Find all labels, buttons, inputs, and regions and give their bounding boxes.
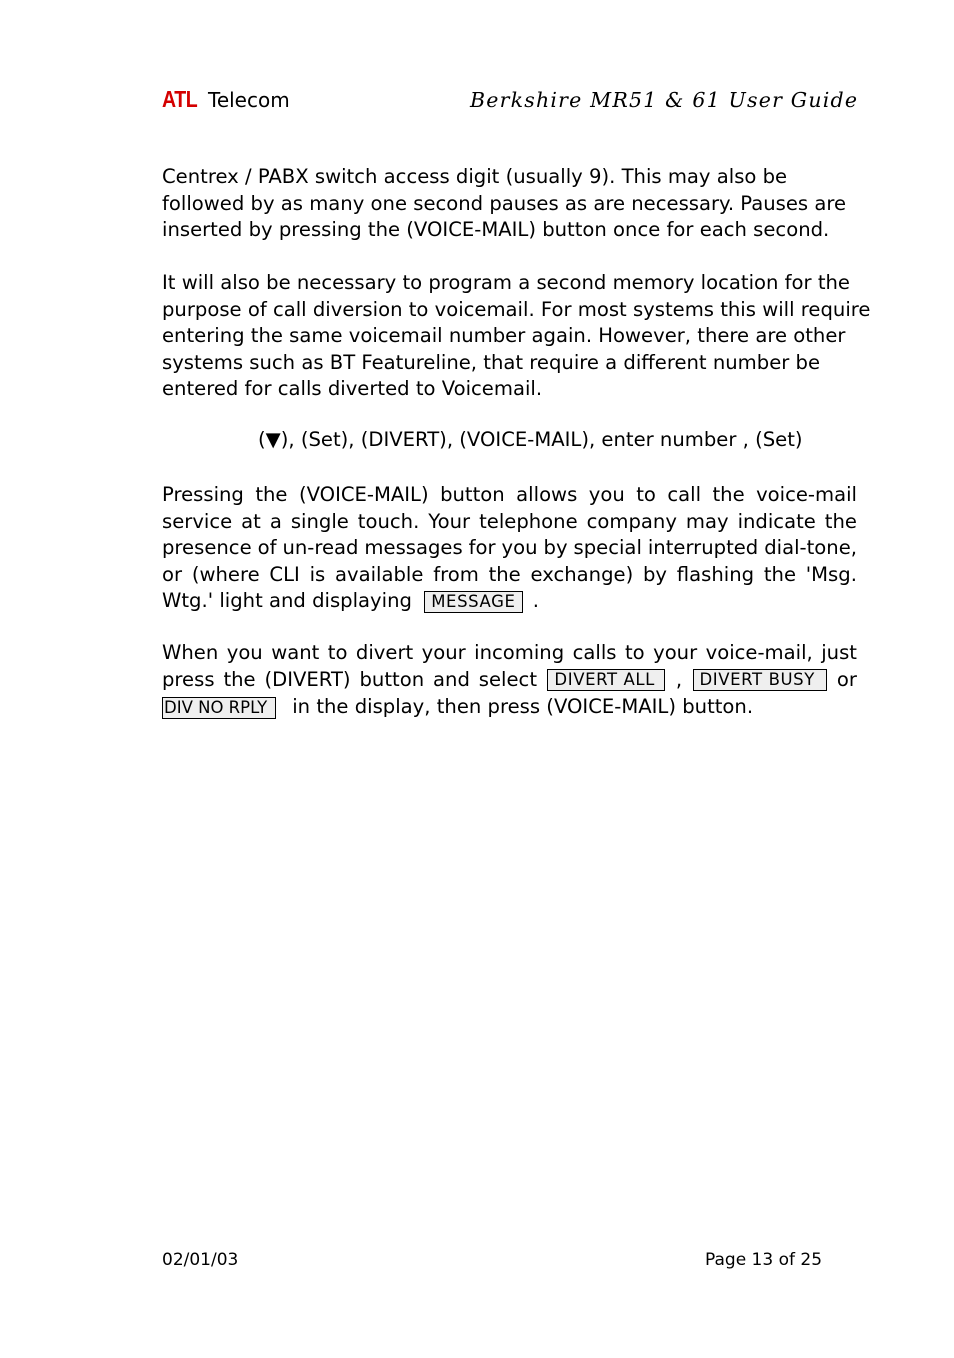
word: at: [241, 509, 261, 533]
footer-date: 02/01/03: [162, 1250, 239, 1270]
word: presence: [162, 536, 252, 559]
word: button: [440, 483, 505, 506]
word: Pressing: [162, 483, 244, 506]
word: you: [226, 641, 263, 664]
guide-title: Berkshire MR51 & 61 User Guide: [470, 88, 859, 112]
justified-line: [162, 667, 857, 694]
word: CLI: [269, 562, 300, 586]
word: Your: [428, 509, 471, 533]
text-fragment: .: [532, 589, 539, 612]
word: call: [667, 483, 702, 506]
word: divert: [355, 641, 414, 664]
justified-line: [162, 482, 857, 509]
word: select: [478, 667, 537, 691]
word: a: [269, 509, 282, 533]
word: 'Msg.: [805, 562, 857, 586]
justified-line: [162, 509, 857, 536]
paragraph-divert: [162, 640, 857, 721]
word: un-read: [282, 536, 359, 559]
text-fragment: in the display, then press (VOICE-MAIL) button.: [292, 695, 754, 718]
word: interrupted: [647, 536, 759, 559]
text-line: entered for calls diverted to Voicemail.: [162, 377, 543, 400]
brand-logo: [162, 86, 290, 116]
justified-line: [162, 535, 857, 562]
word: the: [223, 667, 256, 691]
brand-name: Telecom: [208, 88, 290, 112]
text-line: It will also be necessary to program a second memory location for the: [162, 271, 850, 294]
word: for: [468, 536, 496, 559]
word: to: [624, 641, 645, 664]
word: allows: [516, 483, 578, 506]
word: When: [162, 641, 219, 664]
word: voice-mail,: [705, 641, 813, 664]
word: from: [433, 562, 479, 586]
word: messages: [364, 536, 463, 559]
word: of: [257, 536, 277, 559]
paragraph-second-memory: [162, 270, 871, 403]
brand-mark: ATL: [162, 86, 198, 112]
word: is: [309, 562, 326, 586]
text-line: Centrex / PABX switch access digit (usually 9). This may also be: [162, 165, 788, 188]
word: indicate: [737, 509, 816, 533]
word: by: [642, 562, 668, 586]
text-line: systems such as BT Featureline, that require a different number be: [162, 350, 821, 374]
word: service: [162, 509, 233, 533]
word: telephone: [479, 509, 578, 533]
word: calls: [572, 641, 617, 664]
word: your: [421, 641, 466, 664]
word: button: [359, 667, 425, 691]
word: you: [588, 483, 625, 506]
word: want: [271, 641, 320, 664]
word: [162, 667, 537, 694]
text-line: entering the same voicemail number again. However, there are other: [162, 324, 846, 347]
word: single: [290, 509, 349, 533]
word: exchange): [530, 562, 634, 586]
word: available: [334, 562, 424, 586]
key-sequence-instruction: (▼), (Set), (DIVERT), (VOICE-MAIL), enter number , (Set): [258, 428, 803, 451]
word: by: [543, 536, 568, 559]
text-line: inserted by pressing the (VOICE-MAIL) button once for each second.: [162, 218, 830, 241]
paragraph-access-digit: [162, 164, 857, 244]
paragraph-voicemail-button: [162, 482, 857, 615]
word: (DIVERT): [264, 667, 351, 691]
word: (VOICE-MAIL): [298, 483, 429, 506]
word: to: [636, 483, 656, 506]
text-fragment: Wtg.' light and displaying: [162, 589, 412, 612]
text-line: followed by as many one second pauses as are necessary. Pauses are: [162, 191, 847, 215]
comma: ,: [675, 667, 683, 691]
word: may: [685, 509, 729, 533]
justified-line: [162, 562, 857, 589]
text-line: purpose of call diversion to voicemail. For most systems this will require: [162, 297, 871, 321]
word: just: [821, 641, 857, 664]
display-message: MESSAGE: [424, 591, 522, 613]
word: (where: [191, 562, 260, 586]
word: your: [653, 641, 698, 664]
word: you: [501, 536, 538, 559]
display-divert-all: DIVERT ALL: [547, 669, 665, 691]
word: the: [255, 483, 288, 506]
word: press: [162, 667, 215, 691]
word: to: [327, 641, 348, 664]
display-divert-busy: DIVERT BUSY: [693, 669, 827, 691]
word: special: [573, 536, 642, 559]
word: dial-tone,: [764, 536, 857, 559]
word: and: [433, 667, 470, 691]
text-line: [162, 588, 857, 615]
justified-line: [162, 640, 857, 667]
footer-page-number: Page 13 of 25: [705, 1250, 823, 1270]
word: the: [712, 483, 745, 506]
word-or: or: [836, 667, 857, 691]
display-div-no-rply: DIV NO RPLY: [162, 697, 276, 719]
word: the: [824, 509, 857, 533]
word: the: [488, 562, 521, 586]
word: voice-mail: [756, 483, 857, 506]
word: touch.: [357, 509, 420, 533]
word: flashing: [676, 562, 755, 586]
word: or: [162, 562, 183, 586]
text-line: [162, 693, 857, 721]
word: company: [586, 509, 677, 533]
word: incoming: [474, 641, 565, 664]
word: the: [763, 562, 796, 586]
